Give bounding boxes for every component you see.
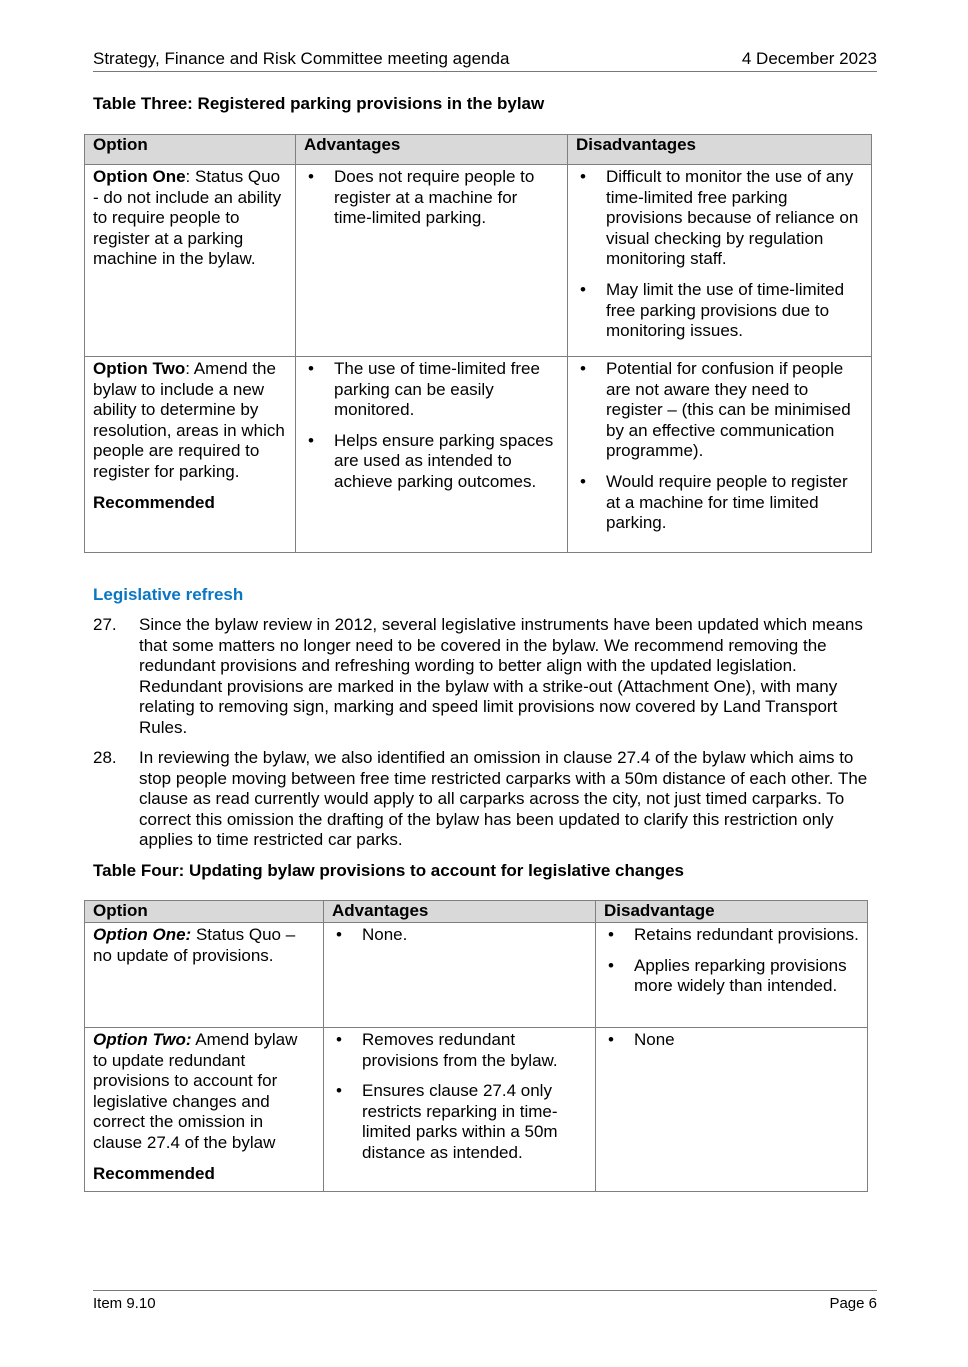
column-header-disadvantages: Disadvantages [568,135,872,165]
table-row [85,165,872,357]
option-description: : Amend the bylaw to include a new ability to determine by resolution, areas in which people are required to register for parking. [93,359,285,481]
table-row [85,357,872,553]
option-description: Status Quo – no update of provisions. [93,925,296,965]
list-item: • Helps ensure parking spaces are used as intended to achieve parking outcomes. [304,431,559,493]
footer-page: Page 6 [829,1295,877,1312]
table-four-title: Table Four: Updating bylaw provisions to account for legislative changes [93,861,684,880]
page-header [93,48,877,70]
table-row [85,1028,868,1192]
list-item: • None [604,1030,859,1051]
option-description: Amend bylaw to update redundant provisions to account for legislative changes and correct the omission in clause 27.4 of the bylaw [93,1030,298,1152]
list-item: • The use of time-limited free parking can be easily monitored. [304,359,559,421]
footer-rule [93,1290,877,1291]
table-three-title: Table Three: Registered parking provisions in the bylaw [93,94,545,113]
page-footer [93,1294,877,1314]
numbered-paragraph [93,748,877,854]
option-description: : Status Quo - do not include an ability to require people to register at a parking machine in the bylaw. [93,167,282,269]
section-heading: Legislative refresh [93,585,244,604]
recommended-label: Recommended [93,492,215,512]
list-item: • Potential for confusion if people are not aware they need to register – (this can be minimised by an effective communication programme). [576,359,863,462]
advantages-cell [324,1028,596,1192]
disadvantages-cell [568,165,872,357]
table-row [85,923,868,1028]
table-four [84,900,868,1192]
header-rule [93,71,877,72]
paragraph-number: 27. [93,615,117,634]
table-header-row [85,135,872,165]
option-name: Option One [93,167,186,186]
option-name: Option One: [93,925,192,944]
paragraph-number: 28. [93,748,117,767]
list-item: • Would require people to register at a machine for time limited parking. [576,472,863,534]
table-header-row [85,901,868,923]
list-item: • Does not require people to register at a machine for time-limited parking. [304,167,559,229]
column-header-disadvantage: Disadvantage [596,901,868,923]
footer-item: Item 9.10 [93,1295,156,1312]
list-item: • Ensures clause 27.4 only restricts reparking in time-limited parks within a 50m distance as intended. [332,1081,587,1163]
recommended-label: Recommended [93,1163,215,1183]
list-item: • Removes redundant provisions from the bylaw. [332,1030,587,1071]
list-item: • Difficult to monitor the use of any time-limited free parking provisions because of reliance on visual checking by regulation monitoring staff. [576,167,863,270]
header-title: Strategy, Finance and Risk Committee meeting agenda [93,49,510,68]
header-date: 4 December 2023 [741,49,877,68]
list-item: • May limit the use of time-limited free parking provisions due to monitoring issues. [576,280,863,342]
advantages-cell [324,923,596,1028]
option-cell [85,357,296,553]
option-cell [85,1028,324,1192]
numbered-paragraph [93,615,877,741]
advantages-cell [296,357,568,553]
disadvantages-cell [596,1028,868,1192]
list-item: • Retains redundant provisions. [604,925,859,946]
disadvantages-cell [568,357,872,553]
column-header-option: Option [85,901,324,923]
option-cell [85,923,324,1028]
paragraph-text: Since the bylaw review in 2012, several legislative instruments have been updated which means that some matters no longer need to be covered in the bylaw. We recommend removing the redundant provisions and refreshing wording to better align with the updated legislation. Redundant provisions are marked in the bylaw with a strike-out (Attachment One), with many relating to removing sign, marking and speed limit provisions now covered by Land Transport Rules. [139,615,863,737]
option-name: Option Two [93,359,186,378]
list-item: • None. [332,925,587,946]
table-three [84,134,872,553]
option-name: Option Two: [93,1030,192,1049]
column-header-advantages: Advantages [296,135,568,165]
advantages-cell [296,165,568,357]
column-header-option: Option [85,135,296,165]
option-cell [85,165,296,357]
paragraph-text: In reviewing the bylaw, we also identified an omission in clause 27.4 of the bylaw which aims to stop people moving between free time restricted carparks with a 50m distance of each other. The clause as read currently would apply to all carparks across the city, not just timed carparks. To correct this omission the drafting of the bylaw has been updated to clarify this restriction only applies to time restricted car parks. [139,748,868,850]
disadvantages-cell [596,923,868,1028]
list-item: • Applies reparking provisions more widely than intended. [604,956,859,997]
column-header-advantages: Advantages [324,901,596,923]
